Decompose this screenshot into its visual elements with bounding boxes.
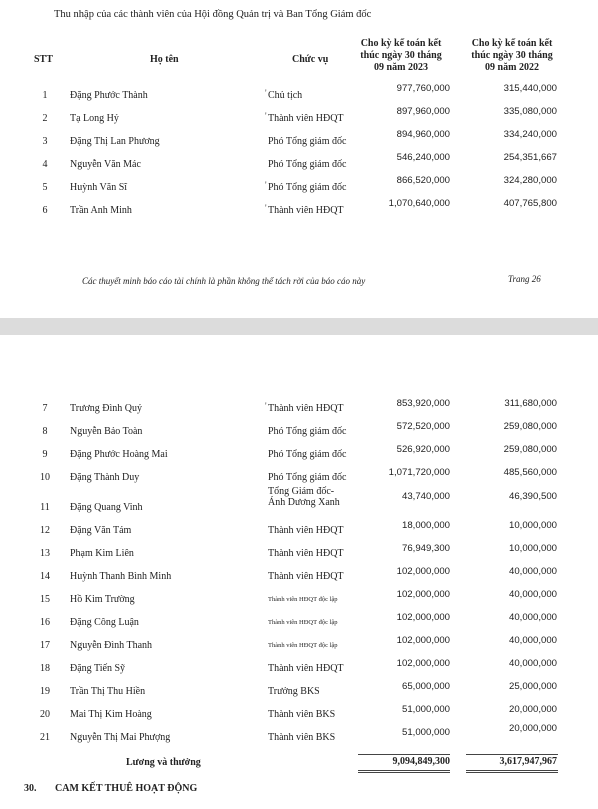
row-value-2023: 977,760,000 [396,83,450,94]
header-2023-line3: 09 năm 2023 [374,62,428,73]
row-value-2022: 259,080,000 [503,444,557,455]
row-name: Nguyễn Đình Thanh [70,640,153,651]
header-stt: STT [34,54,53,65]
row-role: ' Phó Tổng giám đốc [268,182,346,193]
section-title: CAM KẾT THUÊ HOẠT ĐỘNG [55,783,198,794]
row-value-2022: 334,240,000 [503,129,557,140]
row-role: ' Chủ tịch [268,90,302,101]
total-rule-2023 [358,754,450,755]
header-2023-line2: thúc ngày 30 tháng [360,50,442,61]
row-name: Đặng Quang Vinh [70,502,143,513]
row-value-2022: 335,080,000 [503,106,557,117]
row-role: Thành viên HĐQT [268,663,344,674]
total-double-rule-2022-b [466,772,558,773]
footer-note: Các thuyết minh báo cáo tài chính là phần không thể tách rời của báo cáo này [82,276,366,286]
row-stt: 18 [40,663,50,674]
row-name: Đặng Văn Tám [70,525,132,536]
row-value-2022: 485,560,000 [503,467,557,478]
row-role: Phó Tổng giám đốc [268,449,347,460]
row-stt: 11 [40,502,50,513]
total-value-2022: 3,617,947,967 [499,756,557,767]
row-stt: 7 [42,403,48,414]
row-value-2022: 315,440,000 [503,83,557,94]
row-value-2022: 407,765,800 [503,198,557,209]
row-stt: 16 [40,617,50,628]
row-value-2023: 51,000,000 [401,704,450,715]
row-name: Đặng Thành Duy [70,472,140,483]
row-role: Thành viên BKS [268,709,336,720]
table-row [0,198,598,228]
row-value-2023: 18,000,000 [401,520,450,531]
total-double-rule-2023-b [358,772,450,773]
total-value-2023: 9,094,849,300 [392,756,450,767]
row-value-2022: 10,000,000 [508,543,557,554]
row-name: Đặng Công Luận [70,617,139,628]
row-role: Phó Tổng giám đốc [268,472,347,483]
row-value-2023: 43,740,000 [401,491,450,502]
row-name: Phạm Kim Liên [70,548,134,559]
header-period-2023 [356,38,446,74]
row-name: Trần Anh Minh [70,205,132,216]
header-2022-line3: 09 năm 2022 [485,62,539,73]
row-value-2022: 324,280,000 [503,175,557,186]
row-role: Tổng Giám đốc- [268,486,335,497]
header-name: Họ tên [150,54,179,65]
row-value-2022: 40,000,000 [508,612,557,623]
row-value-2022: 25,000,000 [508,681,557,692]
row-value-2023: 65,000,000 [401,681,450,692]
row-role: Thành viên BKS [268,732,336,743]
row-name: Đặng Tiến Sỹ [70,663,126,674]
row-name: Hồ Kim Trường [70,594,135,605]
table-row [0,486,598,523]
row-stt: 20 [40,709,50,720]
section-intro-text: Thu nhập của các thành viên của Hội đồng Quản trị và Ban Tổng Giám đốc [54,9,372,20]
row-stt: 8 [42,426,48,437]
row-value-2022: 10,000,000 [508,520,557,531]
row-value-2023: 526,920,000 [396,444,450,455]
row-name: Đặng Phước Hoàng Mai [70,449,168,460]
total-double-rule-2023-a [358,770,450,771]
row-value-2022: 259,080,000 [503,421,557,432]
row-value-2022: 40,000,000 [508,635,557,646]
row-stt: 19 [40,686,50,697]
row-role: Thành viên HĐQT độc lập [268,619,338,626]
row-value-2022: 40,000,000 [508,589,557,600]
row-value-2023: 102,000,000 [396,635,450,646]
total-label: Lương và thưởng [126,757,201,768]
row-role-line2: Ánh Dương Xanh [268,497,340,508]
row-stt: 12 [40,525,50,536]
header-role: Chức vụ [292,54,329,65]
row-value-2023: 1,071,720,000 [388,467,450,478]
row-role: Phó Tổng giám đốc [268,159,347,170]
row-role: Trưởng BKS [268,686,320,697]
row-role: Thành viên HĐQT [268,571,344,582]
row-name: Nguyễn Thị Mai Phượng [70,732,171,743]
row-value-2022: 46,390,500 [508,491,557,502]
row-stt: 14 [40,571,50,582]
header-2023-line1: Cho kỳ kế toán kết [360,38,442,49]
row-value-2023: 572,520,000 [396,421,450,432]
row-stt: 6 [42,205,48,216]
row-name: Nguyễn Văn Mác [70,159,141,170]
document-page-top [0,0,598,318]
row-value-2022: 40,000,000 [508,658,557,669]
row-name: Huỳnh Văn Sĩ [70,182,128,193]
total-double-rule-2022-a [466,770,558,771]
section-heading [24,783,197,794]
row-name: Đặng Thị Lan Phương [70,136,160,147]
row-value-2023: 897,960,000 [396,106,450,117]
row-stt: 17 [40,640,50,651]
header-period-2022 [462,38,562,74]
row-stt: 21 [40,732,50,743]
row-value-2022: 40,000,000 [508,566,557,577]
row-name: Huỳnh Thanh Bình Minh [70,571,172,582]
row-value-2023: 51,000,000 [401,727,450,738]
row-value-2023: 102,000,000 [396,658,450,669]
row-stt: 2 [42,113,48,124]
header-2022-line1: Cho kỳ kế toán kết [471,38,553,49]
row-stt: 1 [42,90,48,101]
row-role: Thành viên HĐQT độc lập [268,642,338,649]
table-row [0,723,598,755]
row-value-2023: 102,000,000 [396,566,450,577]
row-value-2022: 311,680,000 [504,398,557,409]
row-stt: 10 [40,472,50,483]
row-value-2023: 866,520,000 [396,175,450,186]
row-value-2023: 894,960,000 [396,129,450,140]
row-role: ' Thành viên HĐQT [268,113,344,124]
row-value-2023: 853,920,000 [396,398,450,409]
row-role: Thành viên HĐQT [268,525,344,536]
row-stt: 9 [42,449,48,460]
row-value-2022: 254,351,667 [503,152,557,163]
row-value-2023: 76,949,300 [401,543,450,554]
row-stt: 15 [40,594,50,605]
row-name: Trương Đình Quý [70,403,143,414]
page-separator [0,318,598,335]
row-stt: 3 [42,136,48,147]
row-value-2023: 546,240,000 [396,152,450,163]
row-value-2022: 20,000,000 [508,723,557,734]
row-name: Trần Thị Thu Hiền [70,686,146,697]
row-role: Phó Tổng giám đốc [268,136,347,147]
row-name: Tạ Long Hỷ [70,113,119,124]
row-value-2022: 20,000,000 [508,704,557,715]
row-role: ' Thành viên HĐQT [268,403,344,414]
row-stt: 5 [42,182,48,193]
row-role: ' Thành viên HĐQT [268,205,344,216]
row-value-2023: 1,070,640,000 [388,198,450,209]
header-2022-line2: thúc ngày 30 tháng [471,50,553,61]
row-value-2023: 102,000,000 [396,612,450,623]
row-role: Phó Tổng giám đốc [268,426,347,437]
row-stt: 4 [42,159,48,170]
row-stt: 13 [40,548,50,559]
row-role: Thành viên HĐQT [268,548,344,559]
row-name: Đặng Phước Thành [70,90,148,101]
row-role: Thành viên HĐQT độc lập [268,596,338,603]
section-number: 30. [24,783,37,794]
row-name: Nguyễn Bảo Toàn [70,426,143,437]
row-value-2023: 102,000,000 [396,589,450,600]
page-number: Trang 26 [508,274,541,284]
document-page-bottom [0,335,598,809]
total-rule-2022 [466,754,558,755]
row-name: Mai Thị Kim Hoàng [70,709,152,720]
